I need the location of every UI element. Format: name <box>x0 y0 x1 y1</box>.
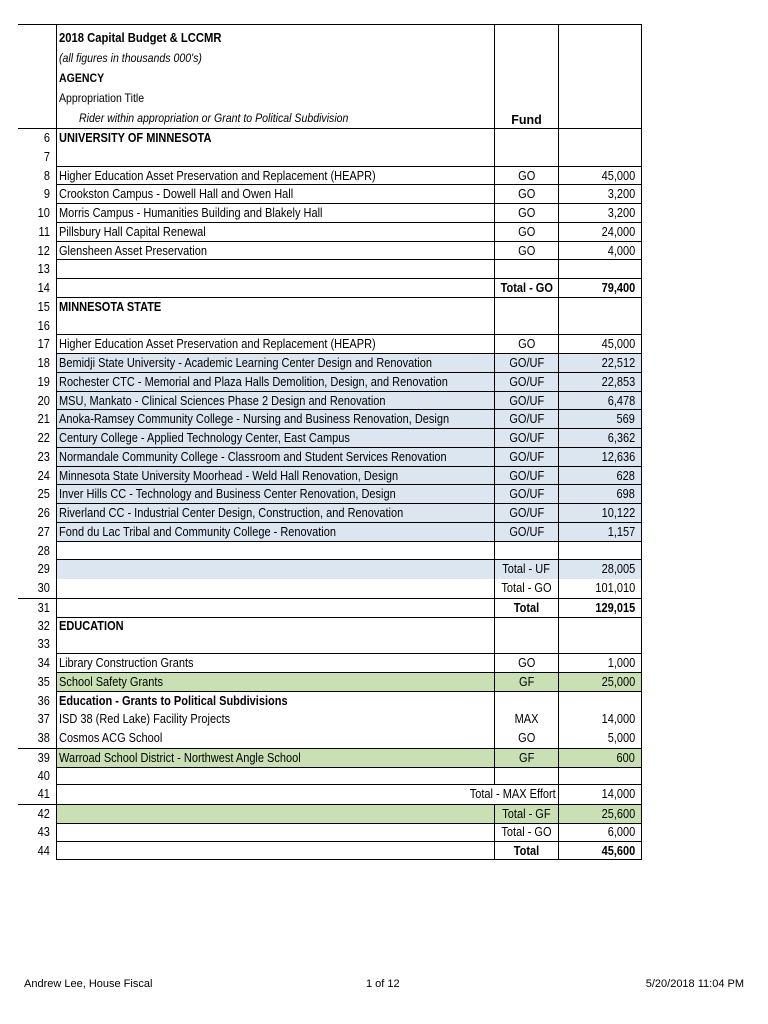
table-row <box>18 242 642 261</box>
row-number: 23 <box>37 449 50 464</box>
amount: 6,362 <box>607 431 635 445</box>
total-label: Total - GO <box>500 281 553 295</box>
amount: 600 <box>616 750 635 765</box>
table-row <box>18 673 642 692</box>
footer-author: Andrew Lee, House Fiscal <box>24 978 153 990</box>
amount: 10,122 <box>601 506 635 520</box>
fund-code: GO <box>517 168 536 183</box>
footer-datetime: 5/20/2018 11:04 PM <box>645 978 744 990</box>
row-number: 32 <box>37 618 50 633</box>
table-row <box>18 317 642 336</box>
row-number: 16 <box>37 318 50 333</box>
table-row <box>18 842 642 861</box>
table-row <box>18 767 642 786</box>
table-row <box>18 804 642 823</box>
appropriation-title: School Safety Grants <box>59 674 163 689</box>
appropriation-title: Pillsbury Hall Capital Renewal <box>59 224 206 239</box>
row-number: 11 <box>38 224 50 239</box>
header-title-cell <box>56 25 494 128</box>
appropriation-title: Cosmos ACG School <box>59 731 163 745</box>
fund-code: GO/UF <box>509 393 544 408</box>
total-label: Total - MAX Effort <box>470 787 556 802</box>
row-number: 39 <box>37 750 50 765</box>
total-label: Total <box>513 600 540 615</box>
total-amount: 129,015 <box>595 600 635 615</box>
row-number: 34 <box>37 656 50 670</box>
appropriation-title: Inver Hills CC - Technology and Business Center Renovation, Design <box>59 487 396 502</box>
amount: 1,000 <box>607 656 635 670</box>
table-row <box>18 260 642 279</box>
table-row <box>18 635 642 654</box>
table-row <box>18 485 642 504</box>
amount: 12,636 <box>601 449 635 464</box>
amount: 22,853 <box>601 374 635 389</box>
appropriation-title: Century College - Applied Technology Center, East Campus <box>59 431 350 445</box>
table-row <box>18 692 642 711</box>
total-label: Total <box>513 843 540 858</box>
fund-code: GO <box>517 206 536 220</box>
table-row <box>18 523 642 542</box>
table-row <box>18 748 642 767</box>
fund-code: GO/UF <box>509 374 544 389</box>
appropriation-title: Rochester CTC - Memorial and Plaza Halls Demolition, Design, and Renovation <box>59 374 448 389</box>
table-row <box>18 279 642 298</box>
section-heading-education: EDUCATION <box>59 618 124 633</box>
total-amount: 45,600 <box>601 843 635 858</box>
total-amount: 6,000 <box>607 824 635 839</box>
amount: 45,000 <box>601 168 635 183</box>
appropriation-title: Morris Campus - Humanities Building and Blakely Hall <box>59 206 323 220</box>
fund-code: GO <box>517 337 536 352</box>
row-number: 22 <box>37 431 50 445</box>
header-rownum-cell <box>18 25 56 128</box>
table-row <box>18 410 642 429</box>
amount: 22,512 <box>601 356 635 370</box>
row-number: 43 <box>37 824 50 839</box>
section-heading-university: UNIVERSITY OF MINNESOTA <box>59 131 212 145</box>
row-number: 14 <box>37 281 50 295</box>
total-label: Total - GO <box>501 581 552 595</box>
amount: 628 <box>616 468 635 483</box>
row-number: 35 <box>37 674 50 689</box>
amount: 14,000 <box>601 712 635 727</box>
table-row <box>18 429 642 448</box>
total-amount: 25,600 <box>601 807 635 821</box>
rider-label: Rider within appropriation or Grant to Political Subdivision <box>79 111 349 125</box>
appropriation-title: Higher Education Asset Preservation and Replacement (HEAPR) <box>59 168 376 183</box>
appropriation-title: Warroad School District - Northwest Angle School <box>59 750 301 765</box>
row-number: 10 <box>37 206 50 220</box>
total-amount: 14,000 <box>601 787 635 802</box>
row-number: 37 <box>37 712 50 727</box>
total-amount: 101,010 <box>595 581 635 595</box>
fund-code: GO <box>517 243 536 258</box>
fund-code: GO/UF <box>509 468 544 483</box>
appropriation-title: Glensheen Asset Preservation <box>59 243 207 258</box>
table-row <box>18 223 642 242</box>
row-number: 8 <box>43 168 50 183</box>
total-label: Total - GF <box>502 807 551 821</box>
row-number: 44 <box>37 843 50 858</box>
row-number: 36 <box>37 693 50 708</box>
table-row <box>18 185 642 204</box>
amount: 1,157 <box>607 524 635 539</box>
row-number: 30 <box>37 581 50 595</box>
appropriation-title: Fond du Lac Tribal and Community College - Renovation <box>59 524 336 539</box>
row-number: 42 <box>37 807 50 821</box>
row-number: 40 <box>37 768 50 783</box>
appropriation-title: Library Construction Grants <box>59 656 194 670</box>
section-heading-minnesota-state: MINNESOTA STATE <box>59 299 162 314</box>
amount: 5,000 <box>607 731 635 745</box>
table-row <box>18 785 642 804</box>
fund-code: GO/UF <box>509 487 544 502</box>
agency-label: AGENCY <box>59 71 105 85</box>
sheet-subtitle: (all figures in thousands 000's) <box>59 51 202 65</box>
table-row <box>18 373 642 392</box>
appropriation-title: MSU, Mankato - Clinical Sciences Phase 2 Design and Renovation <box>59 393 386 408</box>
amount: 569 <box>616 412 635 427</box>
table-row <box>18 167 642 186</box>
total-label: Total - GO <box>501 824 552 839</box>
fund-code: GO <box>517 187 536 202</box>
fund-code: GO/UF <box>509 356 544 370</box>
row-number: 20 <box>37 393 50 408</box>
amount: 4,000 <box>607 243 635 258</box>
appropriation-title: Minnesota State University Moorhead - Weld Hall Renovation, Design <box>59 468 399 483</box>
table-row <box>18 204 642 223</box>
fund-code: GO <box>517 731 536 745</box>
row-number: 19 <box>37 374 50 389</box>
fund-column-header: Fund <box>511 113 542 127</box>
row-number: 13 <box>37 262 50 277</box>
table-row <box>18 823 642 842</box>
fund-code: GF <box>518 674 535 689</box>
total-amount: 79,400 <box>601 281 635 295</box>
fund-code: GO/UF <box>509 412 544 427</box>
page-footer <box>0 978 768 994</box>
amount: 25,000 <box>601 674 635 689</box>
budget-sheet <box>18 24 642 860</box>
row-number: 31 <box>37 600 50 615</box>
header-fund-cell <box>494 25 558 128</box>
appropriation-title-label: Appropriation Title <box>59 91 145 105</box>
row-number: 41 <box>37 787 50 802</box>
amount: 698 <box>616 487 635 502</box>
total-label: Total - UF <box>502 562 551 577</box>
footer-page-number: 1 of 12 <box>366 978 400 990</box>
amount: 45,000 <box>601 337 635 352</box>
fund-code: GO/UF <box>509 524 544 539</box>
amount: 3,200 <box>607 187 635 202</box>
row-number: 26 <box>37 506 50 520</box>
table-row <box>18 579 642 598</box>
row-number: 21 <box>37 412 50 427</box>
appropriation-title: Anoka-Ramsey Community College - Nursing and Business Renovation, Design <box>59 412 450 427</box>
fund-code: GO/UF <box>509 431 544 445</box>
subsection-heading: Education - Grants to Political Subdivisions <box>59 693 288 708</box>
row-number: 28 <box>37 543 50 558</box>
appropriation-title: Crookston Campus - Dowell Hall and Owen Hall <box>59 187 294 202</box>
table-row <box>18 467 642 486</box>
row-number: 24 <box>37 468 50 483</box>
fund-code: MAX <box>514 712 539 727</box>
appropriation-title: ISD 38 (Red Lake) Facility Projects <box>59 712 231 727</box>
row-number: 25 <box>37 487 50 502</box>
row-number: 18 <box>37 356 50 370</box>
table-row <box>18 354 642 373</box>
fund-code: GO/UF <box>509 506 544 520</box>
table-row <box>18 448 642 467</box>
table-row <box>18 504 642 523</box>
fund-code: GO <box>517 656 536 670</box>
appropriation-title: Higher Education Asset Preservation and Replacement (HEAPR) <box>59 337 376 352</box>
table-row <box>18 598 642 617</box>
row-number: 33 <box>37 637 50 652</box>
row-number: 27 <box>37 524 50 539</box>
table-row <box>18 335 642 354</box>
fund-code: GF <box>518 750 535 765</box>
row-number: 17 <box>37 337 50 352</box>
row-number: 12 <box>37 243 50 258</box>
amount: 6,478 <box>607 393 635 408</box>
row-number: 6 <box>43 131 50 145</box>
fund-code: GO <box>517 224 536 239</box>
amount: 3,200 <box>607 206 635 220</box>
table-row <box>18 654 642 673</box>
sheet-title: 2018 Capital Budget & LCCMR <box>59 31 222 45</box>
amount: 24,000 <box>601 224 635 239</box>
appropriation-title: Bemidji State University - Academic Learning Center Design and Renovation <box>59 356 432 370</box>
row-number: 15 <box>37 299 50 314</box>
row-number: 7 <box>43 149 50 164</box>
table-row <box>18 148 642 167</box>
row-number: 29 <box>37 562 50 577</box>
appropriation-title: Riverland CC - Industrial Center Design, Construction, and Renovation <box>59 506 404 520</box>
table-row <box>18 710 642 729</box>
appropriation-title: Normandale Community College - Classroom and Student Services Renovation <box>59 449 447 464</box>
table-row <box>18 392 642 411</box>
fund-code: GO/UF <box>509 449 544 464</box>
row-number: 38 <box>37 731 50 745</box>
sheet-header <box>18 24 642 129</box>
table-row <box>18 729 642 748</box>
table-row <box>18 560 642 579</box>
total-amount: 28,005 <box>601 562 635 577</box>
row-number: 9 <box>43 187 50 202</box>
header-amount-cell <box>558 25 642 128</box>
table-row <box>18 542 642 561</box>
